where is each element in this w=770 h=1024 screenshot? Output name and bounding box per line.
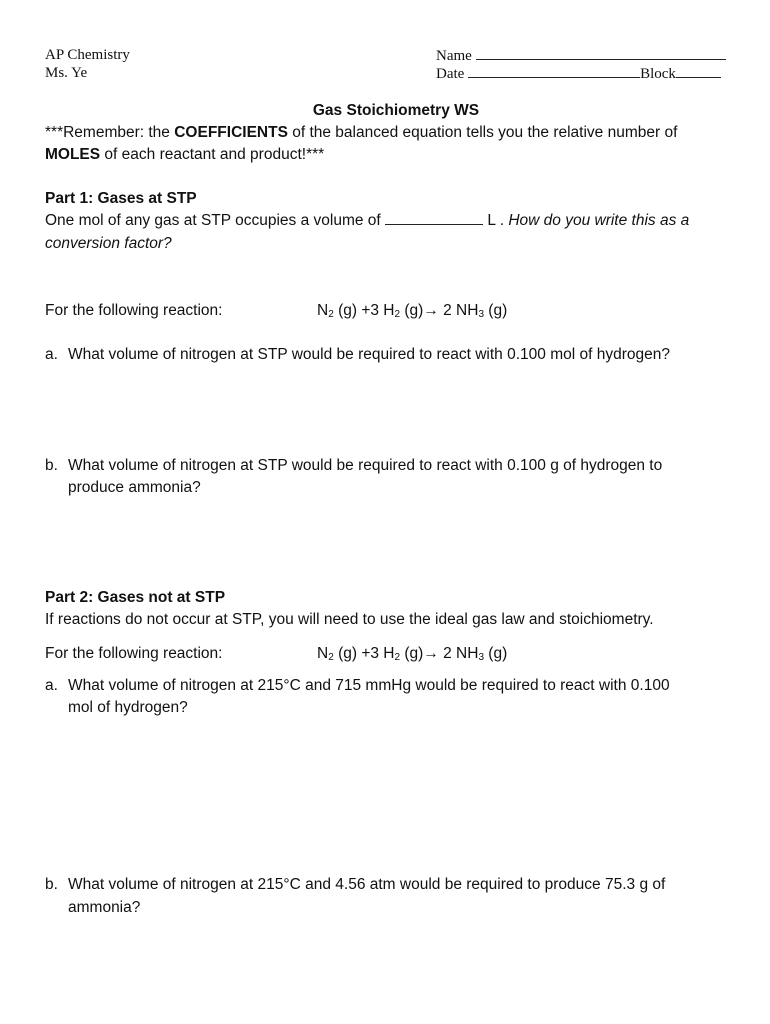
part1-question-italic: How do you write this as a bbox=[508, 212, 690, 229]
part1-question-b-line-1: What volume of nitrogen at STP would be required to react with 0.100 g of hydrogen to bbox=[68, 457, 663, 474]
reaction-arrow-icon: → bbox=[423, 302, 439, 319]
date-label: Date bbox=[436, 66, 465, 82]
block-label: Block bbox=[640, 66, 676, 82]
name-label: Name bbox=[436, 48, 472, 64]
part1-question-italic-2: conversion factor? bbox=[45, 235, 172, 252]
part1-question-a: What volume of nitrogen at STP would be required to react with 0.100 mol of hydrogen? bbox=[68, 346, 670, 363]
course-label: AP Chemistry bbox=[45, 47, 130, 63]
part2-reaction-equation bbox=[317, 645, 507, 663]
stp-volume-blank[interactable] bbox=[385, 212, 483, 225]
eq-h-sub: 2 bbox=[394, 309, 401, 320]
teacher-label: Ms. Ye bbox=[45, 65, 88, 81]
name-field[interactable] bbox=[476, 47, 726, 60]
eq-n-state: (g) +3 H bbox=[333, 302, 395, 319]
reminder-middle: of the balanced equation tells you the relative number of bbox=[287, 124, 678, 141]
reaction-arrow-icon: → bbox=[423, 645, 439, 662]
page-title: Gas Stoichiometry WS bbox=[312, 102, 480, 119]
eq-product: 2 NH bbox=[438, 645, 479, 662]
eq-p-sub: 3 bbox=[478, 309, 484, 320]
name-row bbox=[436, 47, 726, 65]
eq-n-state: (g) +3 H bbox=[333, 645, 395, 662]
part1-heading: Part 1: Gases at STP bbox=[45, 190, 197, 207]
part1-reaction-label: For the following reaction: bbox=[45, 302, 223, 319]
part2-question-a-letter: a. bbox=[45, 677, 58, 694]
part2-reaction-label: For the following reaction: bbox=[45, 645, 223, 662]
part2-heading: Part 2: Gases not at STP bbox=[45, 589, 226, 606]
eq-p-sub: 3 bbox=[478, 652, 484, 663]
eq-n-sub: 2 bbox=[328, 309, 334, 320]
eq-h-sub: 2 bbox=[394, 652, 401, 663]
eq-n: N bbox=[317, 302, 329, 319]
part2-question-b-line-1: What volume of nitrogen at 215°C and 4.56 atm would be required to produce 75.3 g of bbox=[68, 876, 666, 893]
date-field[interactable] bbox=[468, 65, 640, 78]
reminder-prefix: ***Remember: the bbox=[45, 124, 175, 141]
eq-h-state: (g) bbox=[400, 645, 424, 662]
part1-stp-unit: L . bbox=[487, 212, 505, 229]
eq-p-state: (g) bbox=[484, 302, 508, 319]
reminder-coefficients: COEFFICIENTS bbox=[174, 124, 288, 141]
part1-stp-text: One mol of any gas at STP occupies a volume of bbox=[45, 212, 381, 229]
part1-question-b-letter: b. bbox=[45, 457, 58, 474]
eq-n-sub: 2 bbox=[328, 652, 334, 663]
part2-question-b-line-2: ammonia? bbox=[68, 899, 141, 916]
eq-product: 2 NH bbox=[438, 302, 479, 319]
eq-p-state: (g) bbox=[484, 645, 508, 662]
block-field[interactable] bbox=[676, 65, 721, 78]
part1-question-a-letter: a. bbox=[45, 346, 58, 363]
reminder-line-2 bbox=[45, 146, 324, 164]
date-row bbox=[436, 65, 721, 83]
reminder-suffix: of each reactant and product!*** bbox=[100, 146, 325, 163]
reminder-line-1 bbox=[45, 124, 677, 142]
reminder-moles: MOLES bbox=[45, 146, 101, 163]
eq-h-state: (g) bbox=[400, 302, 424, 319]
part1-question-line-2 bbox=[45, 235, 172, 253]
part2-intro: If reactions do not occur at STP, you will need to use the ideal gas law and stoichiometry. bbox=[45, 611, 654, 628]
part2-question-b-letter: b. bbox=[45, 876, 58, 893]
part1-reaction-equation bbox=[317, 302, 507, 320]
part1-question-b-line-2: produce ammonia? bbox=[68, 479, 201, 496]
part1-stp-line bbox=[45, 212, 689, 230]
part2-question-a-line-2: mol of hydrogen? bbox=[68, 699, 188, 716]
eq-n: N bbox=[317, 645, 329, 662]
part2-question-a-line-1: What volume of nitrogen at 215°C and 715 mmHg would be required to react with 0.100 bbox=[68, 677, 670, 694]
